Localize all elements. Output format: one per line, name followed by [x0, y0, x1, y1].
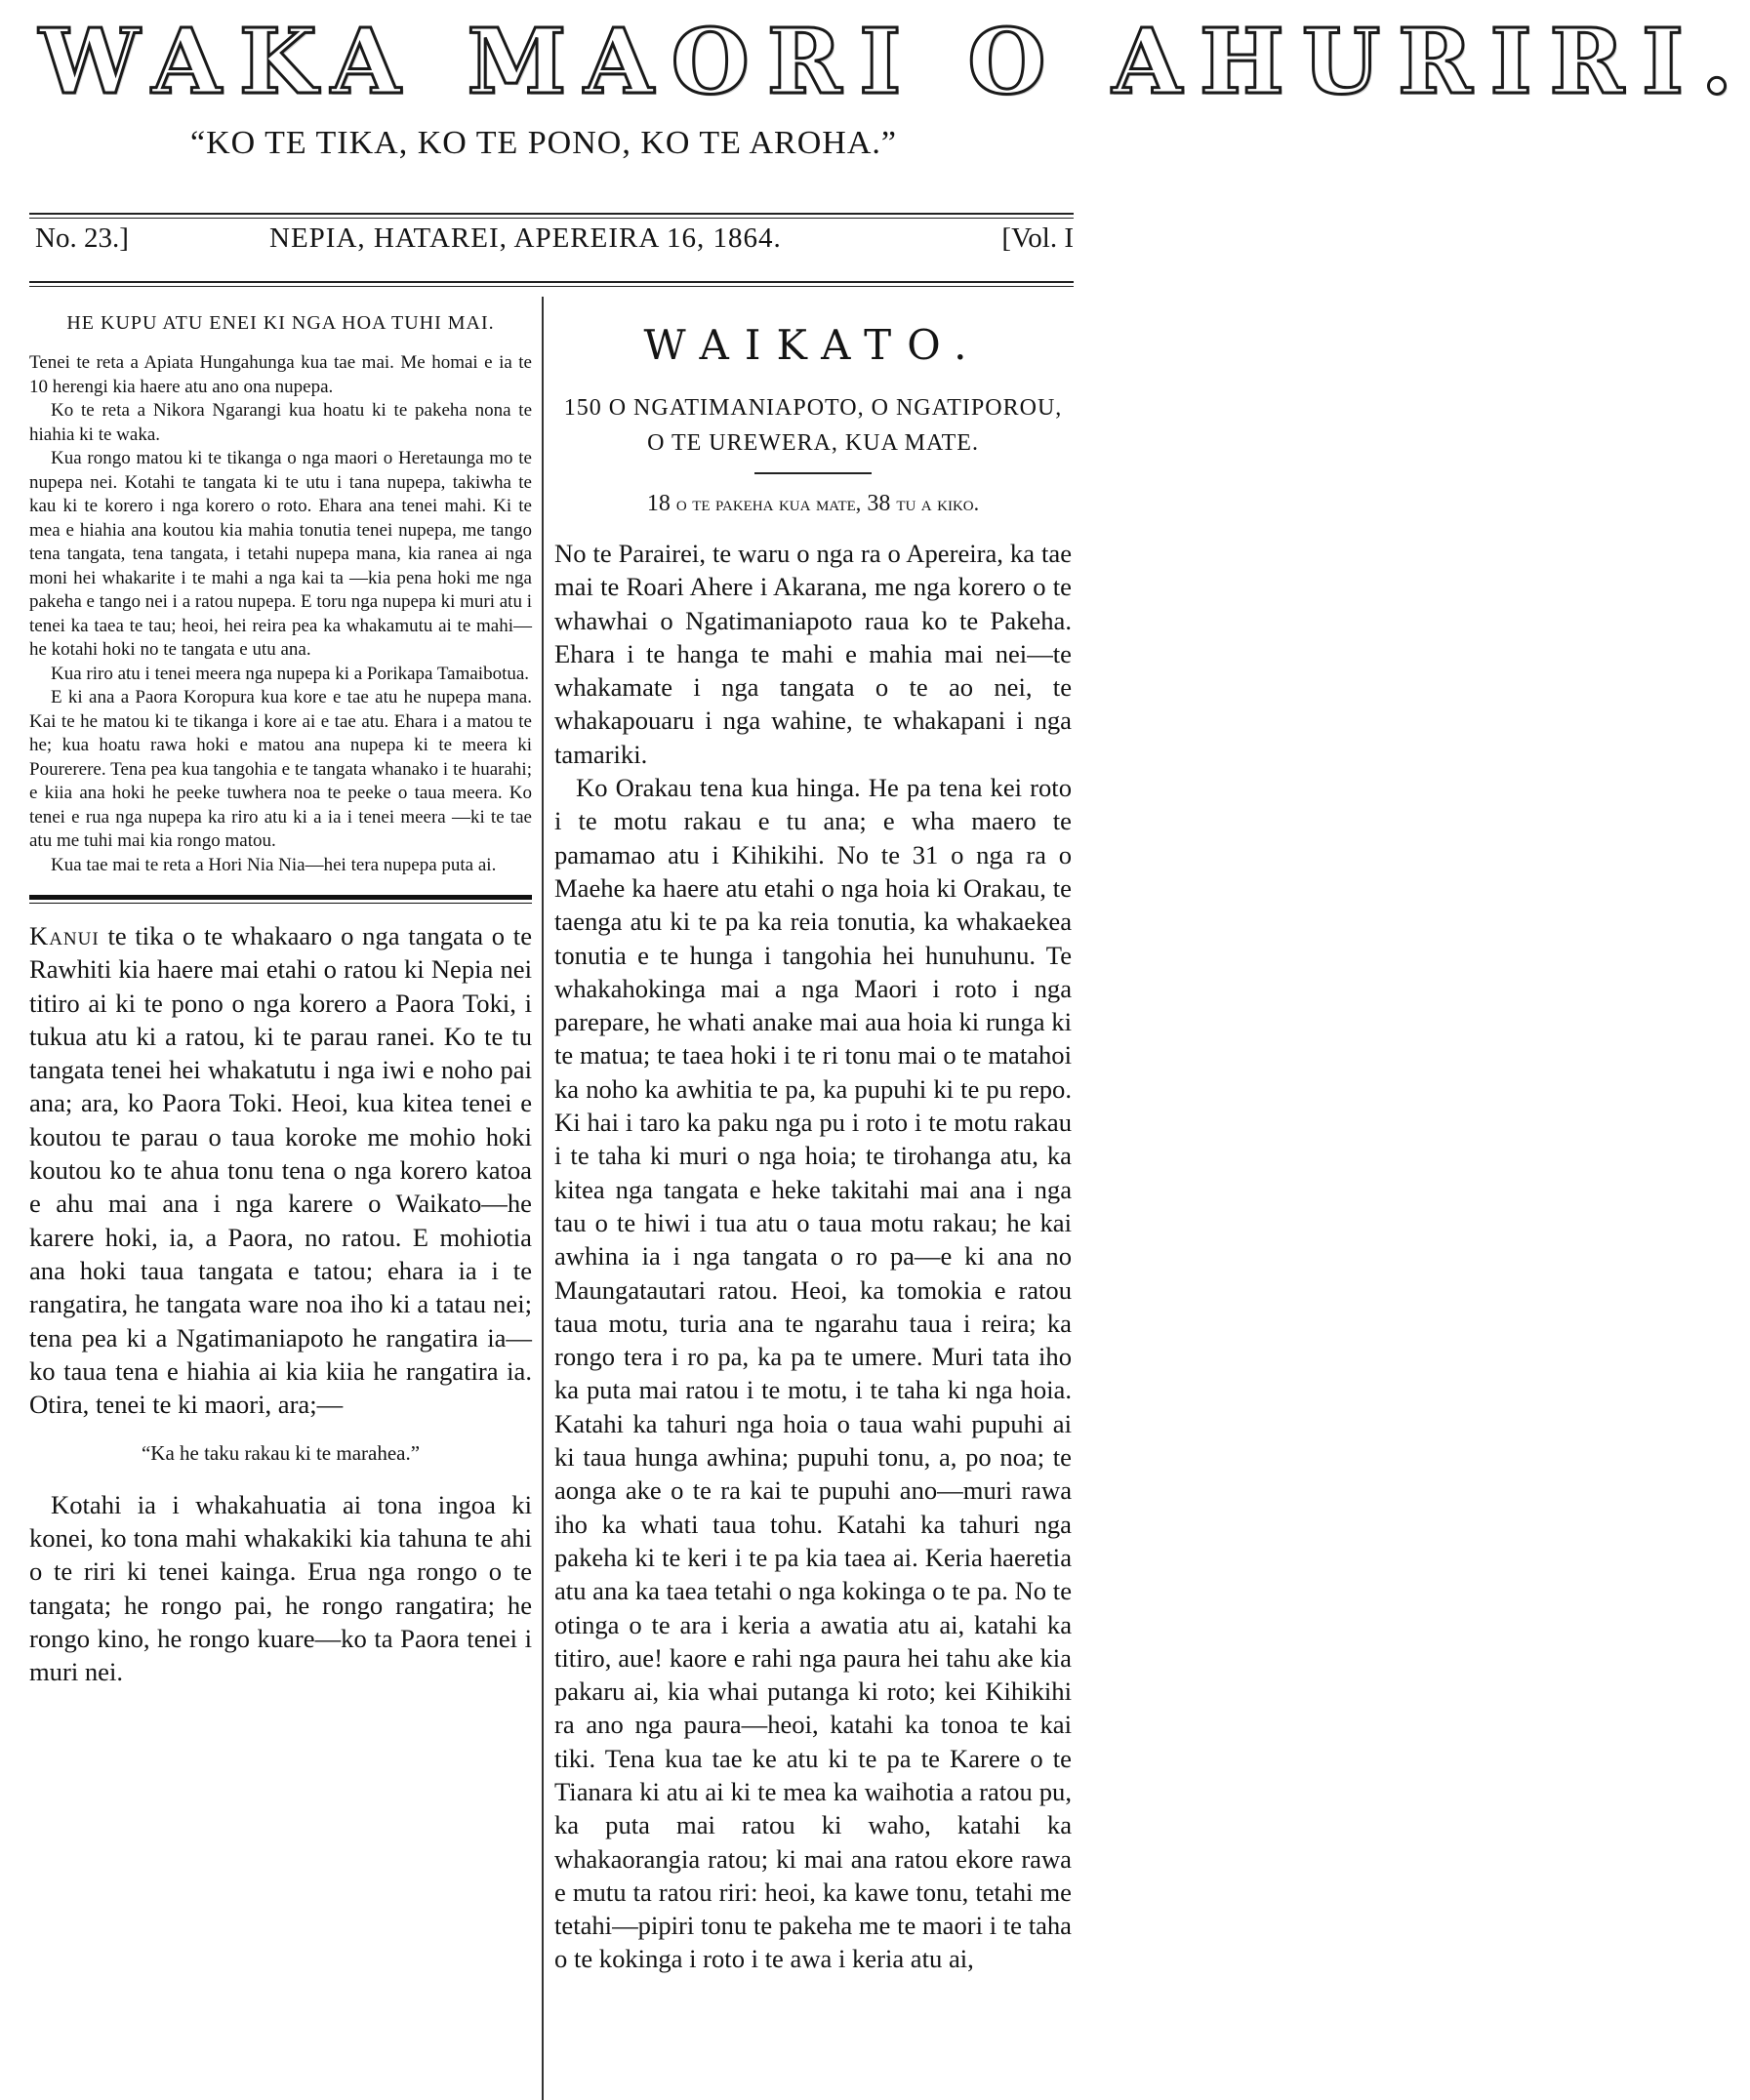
wounded-text: tu a kiko. — [896, 491, 980, 515]
left-column — [29, 303, 532, 1689]
masthead-rule — [29, 213, 1074, 219]
article-title: WAIKATO. — [643, 321, 983, 369]
left-article — [29, 919, 532, 1689]
article-paragraph: No te Parairei, te waru o nga ra o Apereira, ka tae mai te Roari Ahere i Akarana, me nga korero o te whawhai o Ngatimaniapoto raua ko te Pakeha. Ehara i te hanga te mahi e mahia mai nei—te whakamate i nga tangata o te ao nei, te whakapouaru i nga wahine, te whakapani i nga tamariki. — [554, 539, 1072, 769]
right-column — [554, 303, 1072, 1976]
notice-paragraph: Kua rongo matou ki te tikanga o nga maori o Heretaunga mo te nupepa nei. Kotahi te tangata ki te utu i tana nupepa, takiwha te kau ki te korero i nga korero o roto. Ehara ana tenei mahi. Ki te mea e hiahia ana koutou kia mahia tonutia tenei nupepa, me tango tena tangata, tena tangata, i tetahi nupepa mana, kia ranea ai nga moni hei whakarite i te mahi a nga kai ta —kia pena hoki me nga pakeha e tango nei i a ratou nupepa. E toru nga nupepa ki muri atu i tenei ka taea te tau; heoi, hei reira pea ka whakamutu ai te mahi—he kotahi hoki no te tangata e utu ana. — [29, 448, 532, 660]
notice-paragraph: Ko te reta a Nikora Ngarangi kua hoatu ki te pakeha nona te hiahia ki te waka. — [29, 400, 532, 445]
casualty-text: o te pakeha kua mate, — [675, 491, 862, 515]
notice-paragraph: Tenei te reta a Apiata Hungahunga kua tae mai. Me homai e ia te 10 herengi kia haere atu ano ona nupepa. — [29, 352, 532, 397]
column-divider — [542, 297, 544, 2100]
notice-body — [29, 351, 532, 877]
masthead — [0, 0, 1750, 234]
article-lead-word: Kanui — [29, 921, 100, 950]
article-paragraph: Ko Orakau tena kua hinga. He pa tena kei roto i te motu rakau e tu ana; e wha maero te pamamao atu i Kihikihi. No te 31 o nga ra o Maehe ka haere atu etahi o nga hoia ki Orakau, te taenga atu ki te pa ka reia tonutia, ka whakaekea tonutia e te hunga i tangohia hei hunuhunu. Te whakahokinga mai a nga Maori i roto i nga parepare, he whati anake mai aua hoia ki runga ki te matua; te taea hoki i te ri tonu mai o te matahoi ka noho ka awhitia te pa, ka pupuhi ki te pu repo. Ki hai i taro ka paku nga pu i roto i te motu rakau i te taha ki muri o nga hoia; te tirohanga atu, ka kitea nga tangata e heke takitahi mai ana i nga tau o te hiwi i tua atu o taua motu rakau; he kai awhina ia i nga tangata o ro pa—e ki ana no Maungatautari ratou. Heoi, ka tomokia e ratou taua motu, turia ana te ngarahu taua i reira; ka rongo tera i ro pa, ka pa te umere. Muri tata iho ka puta mai ratou i te motu, i te taha ki nga hoia. Katahi ka tahuri nga hoia o taua wahi pupuhi ai ki taua hunga awhina; pupuhi tonu, a, po noa; te aonga ake o te ra kai te pupuhi ano—muri rawa iho ka whati taua tohu. Katahi ka tahuri nga pakeha ki te keri i te pa kia taea ai. Keria haeretia atu ana ka taea tetahi o nga kokinga o te pa. No te otinga o te ara i keria a awatia atu ai, katahi ka titiro, aue! kaore e rahi nga paura hei tahu ake kia pakaru ai, kia whai putanga ki roto; kei Kihikihi ra ano nga paura—heoi, katahi ka tonoa te kai tiki. Tena kua tae ke atu ki te pa te Karere o te Tianara ki atu ai ki te mea ka waihotia a ratou pu, ka puta mai ratou ki waho, katahi ka whakaorangia ratou; ki mai ana ratou ekore rawa e mutu ta ratou riri: heoi, ka kawe tonu, tetahi me tetahi—pipiri tonu te pakeha me te maori i te taha o te kokinga i roto i te awa i keria atu ai, — [554, 773, 1072, 1974]
article-subheading-casualties — [554, 488, 1072, 519]
notice-heading: HE KUPU ATU ENEI KI NGA HOA TUHI MAI. — [66, 312, 495, 334]
wounded-count: 38 — [867, 491, 891, 516]
subheading-rule — [754, 472, 872, 474]
issue-date: NEPIA, HATAREI, APEREIRA 16, 1864. — [269, 222, 782, 254]
issue-line — [29, 222, 1074, 265]
article-text: te tika o te whakaaro o nga tangata o te Rawhiti kia haere mai etahi o ratou ki Nepia nei titiro ai ki te pono o nga korero a Paora Toki, i tukua atu ki a ratou, ki te parau ranei. Ko te tu tangata tenei hei whakatutu i nga iwi e noho pai ana; ara, ko Paora Toki. Heoi, kua kitea tenei e koutou te parau o taua koroke me mohio hoki koutou ko te ahua tonu tena o nga korero katoa e ahu mai ana i nga karere o Waikato—he karere hoki, ia, a Paora, no ratou. E mohiotia ana hoki taua tangata e tatou; ehara ia i te rangatira, he tangata ware noa iho ki a tatau nei; tena pea ki a Ngatimaniapoto he rangatira ia—ko taua tena e hiahia ai kia kiia he rangatira ia. Otira, tenei te ki maori, ara;— — [29, 921, 532, 1420]
article-subheading: 150 O NGATIMANIAPOTO, O NGATIPOROU, O TE UREWERA, KUA MATE. — [563, 395, 1063, 456]
notice-paragraph: Kua riro atu i tenei meera nga nupepa ki a Porikapa Tamaibotua. — [51, 663, 530, 684]
notice-paragraph: Kua tae mai te reta a Hori Nia Nia—hei tera nupepa puta ai. — [51, 854, 497, 875]
issue-number: No. 23.] — [35, 222, 129, 254]
casualty-count: 18 — [646, 491, 671, 516]
issue-volume: [Vol. I — [1001, 222, 1074, 254]
article-paragraph: Kotahi ia i whakahuatia ai tona ingoa ki konei, ko tona mahi whakakiki kia tahuna te ahi o te riri ki tenei kainga. Erua nga rongo o te tangata; he rongo pai, he rongo rangatira; he rongo kino, he rongo kuare—ko ta Paora tenei i muri nei. — [29, 1489, 532, 1687]
article-quote: “Ka he taku rakau ki te marahea.” — [141, 1441, 421, 1466]
newspaper-motto: “KO TE TIKA, KO TE PONO, KO TE AROHA.” — [190, 125, 897, 161]
article-paragraph — [29, 919, 532, 1421]
notice-paragraph: E ki ana a Paora Koropura kua kore e tae atu he nupepa mana. Kai te he matou ki te tikanga i kore ai e tae atu. Ehara i a matou te he; kua hoatu rawa hoki e matou ana nupepa ki te meera ki Pourerere. Tena pea kua tangohia e te tangata whanako i te huarahi; e kiia ana hoki he peeke tuwhera noa te peeke o taua meera. Ko tenei e rua nga nupepa ka riro atu ki a ia i tenei meera —ki te tae atu me tuhi mai kia rongo matou. — [29, 687, 532, 851]
issue-rule — [29, 281, 1074, 287]
section-rule — [29, 895, 532, 904]
newspaper-title: WAKA MAORI O AHURIRI. — [39, 9, 1750, 114]
right-article-body — [554, 537, 1072, 1976]
